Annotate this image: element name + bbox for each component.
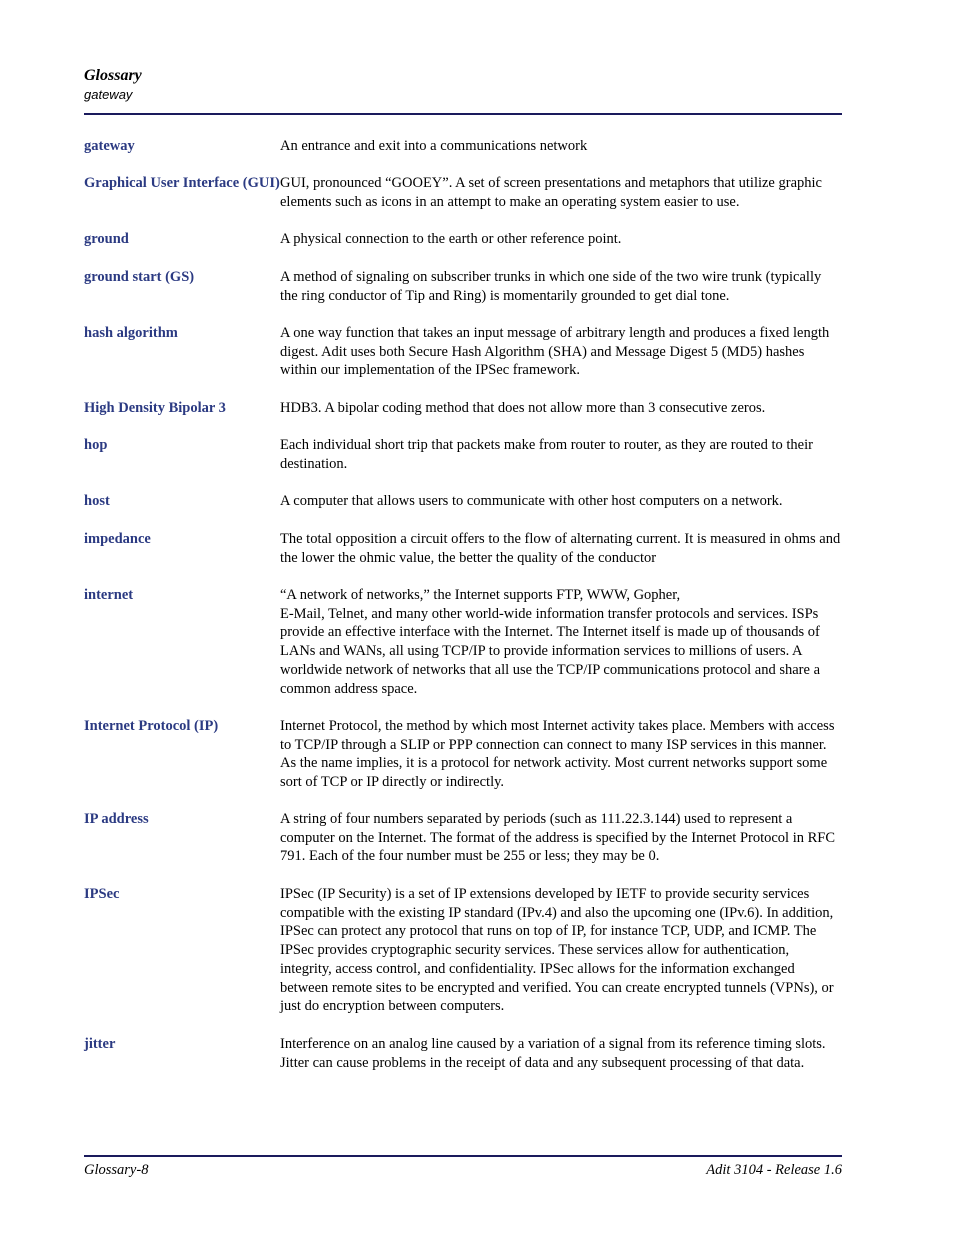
- glossary-entry-ground-start: [84, 268, 842, 324]
- glossary-term: ground start (GS): [84, 269, 195, 285]
- glossary-definition: The total opposition a circuit offers to the flow of alternating current. It is measured in ohms and the lower the ohmic value, the better the quality of the conductor: [280, 531, 841, 566]
- glossary-definition: An entrance and exit into a communications network: [280, 138, 588, 154]
- glossary-definition: A method of signaling on subscriber trunks in which one side of the two wire trunk (typically the ring conductor of Tip and Ring) is momentarily grounded to get dial tone.: [280, 269, 822, 304]
- glossary-term: hash algorithm: [84, 325, 178, 341]
- glossary-definition: Each individual short trip that packets make from router to router, as they are routed to their destination.: [280, 437, 813, 472]
- glossary-definition: A string of four numbers separated by periods (such as 111.22.3.144) used to represent a computer on the Internet. The format of the address is specified by the Internet Protocol in RFC 791. Each of the four number must be 255 or less; they may be 0.: [280, 811, 836, 865]
- glossary-definition: IPSec (IP Security) is a set of IP extensions developed by IETF to provide security services compatible with the existing IP standard (IPv.4) and also the upcoming one (IPv.6). In addition, IPSec can protect any protocol that runs on top of IP, for instance TCP, UDP, and ICMP. The IPSec provides cryptographic security services. These services allow for authentication, integrity, access control, and confidentiality. IPSec allows for the information exchanged between remote sites to be encrypted and verified. You can create encrypted tunnels (VPNs), or just do encryption between computers.: [280, 886, 834, 1015]
- glossary-term: Internet Protocol (IP): [84, 718, 219, 734]
- glossary-entry-internet: [84, 586, 842, 717]
- glossary-entry-internet-protocol: [84, 717, 842, 810]
- glossary-definition: A physical connection to the earth or other reference point.: [280, 231, 622, 247]
- glossary-term: hop: [84, 437, 108, 453]
- glossary-term: impedance: [84, 531, 151, 547]
- document-release: Adit 3104 - Release 1.6: [706, 1162, 842, 1178]
- glossary-term: ground: [84, 231, 129, 247]
- glossary-entry-gui: [84, 174, 842, 230]
- glossary-term: host: [84, 493, 110, 509]
- glossary-entry-jitter: [84, 1035, 842, 1095]
- glossary-entry-gateway: [84, 137, 842, 174]
- glossary-entry-impedance: [84, 530, 842, 586]
- glossary-term: jitter: [84, 1036, 116, 1052]
- page-number: Glossary-8: [84, 1162, 149, 1178]
- glossary-term: High Density Bipolar 3: [84, 400, 226, 416]
- glossary-entry-hash-algorithm: [84, 324, 842, 399]
- header-divider: [84, 113, 842, 115]
- glossary-definition: Internet Protocol, the method by which most Internet activity takes place. Members with access to TCP/IP through a SLIP or PPP connection can connect to many ISP services in this manner. As the name implies, it is a protocol for network activity. Most current networks support some sort of TCP or IP directly or indirectly.: [280, 718, 835, 791]
- glossary-definition: “A network of networks,” the Internet supports FTP, WWW, Gopher, E-Mail, Telnet, and many other world-wide information transfer protocols and services. ISPs provide an effective interface with the Internet. The Internet itself is made up of thousands of LANs and WANs, all using TCP/IP to provide information services to millions of users. A worldwide network of networks that all use the TCP/IP communications protocol and share a common address space.: [280, 587, 821, 697]
- footer-divider: [84, 1155, 842, 1157]
- section-subtitle: gateway: [84, 87, 133, 102]
- glossary-entry-hop: [84, 436, 842, 492]
- glossary-definition: A computer that allows users to communicate with other host computers on a network.: [280, 493, 783, 509]
- glossary-definition: GUI, pronounced “GOOEY”. A set of screen presentations and metaphors that utilize graphic elements such as icons in an attempt to make an operating system easier to use.: [280, 175, 822, 210]
- glossary-term: IPSec: [84, 886, 120, 902]
- glossary-term: Graphical User Interface (GUI): [84, 175, 280, 191]
- page-footer: [84, 1161, 842, 1179]
- glossary-definition: Interference on an analog line caused by a variation of a signal from its reference timing slots. Jitter can cause problems in the receipt of data and any subsequent processing of that data.: [280, 1036, 826, 1071]
- glossary-entry-ipsec: [84, 885, 842, 1035]
- glossary-list: [84, 137, 842, 1095]
- glossary-definition: HDB3. A bipolar coding method that does not allow more than 3 consecutive zeros.: [280, 400, 766, 416]
- glossary-definition: A one way function that takes an input message of arbitrary length and produces a fixed length digest. Adit uses both Secure Hash Algorithm (SHA) and Message Digest 5 (MD5) hashes within our implementation of the IPSec framework.: [280, 325, 830, 379]
- glossary-term: IP address: [84, 811, 149, 827]
- glossary-entry-ground: [84, 230, 842, 268]
- page-header: [84, 66, 842, 104]
- glossary-term: gateway: [84, 138, 135, 154]
- glossary-entry-host: [84, 492, 842, 530]
- section-title: Glossary: [84, 67, 142, 84]
- glossary-term: internet: [84, 587, 134, 603]
- glossary-entry-ip-address: [84, 810, 842, 885]
- glossary-entry-hdb3: [84, 399, 842, 436]
